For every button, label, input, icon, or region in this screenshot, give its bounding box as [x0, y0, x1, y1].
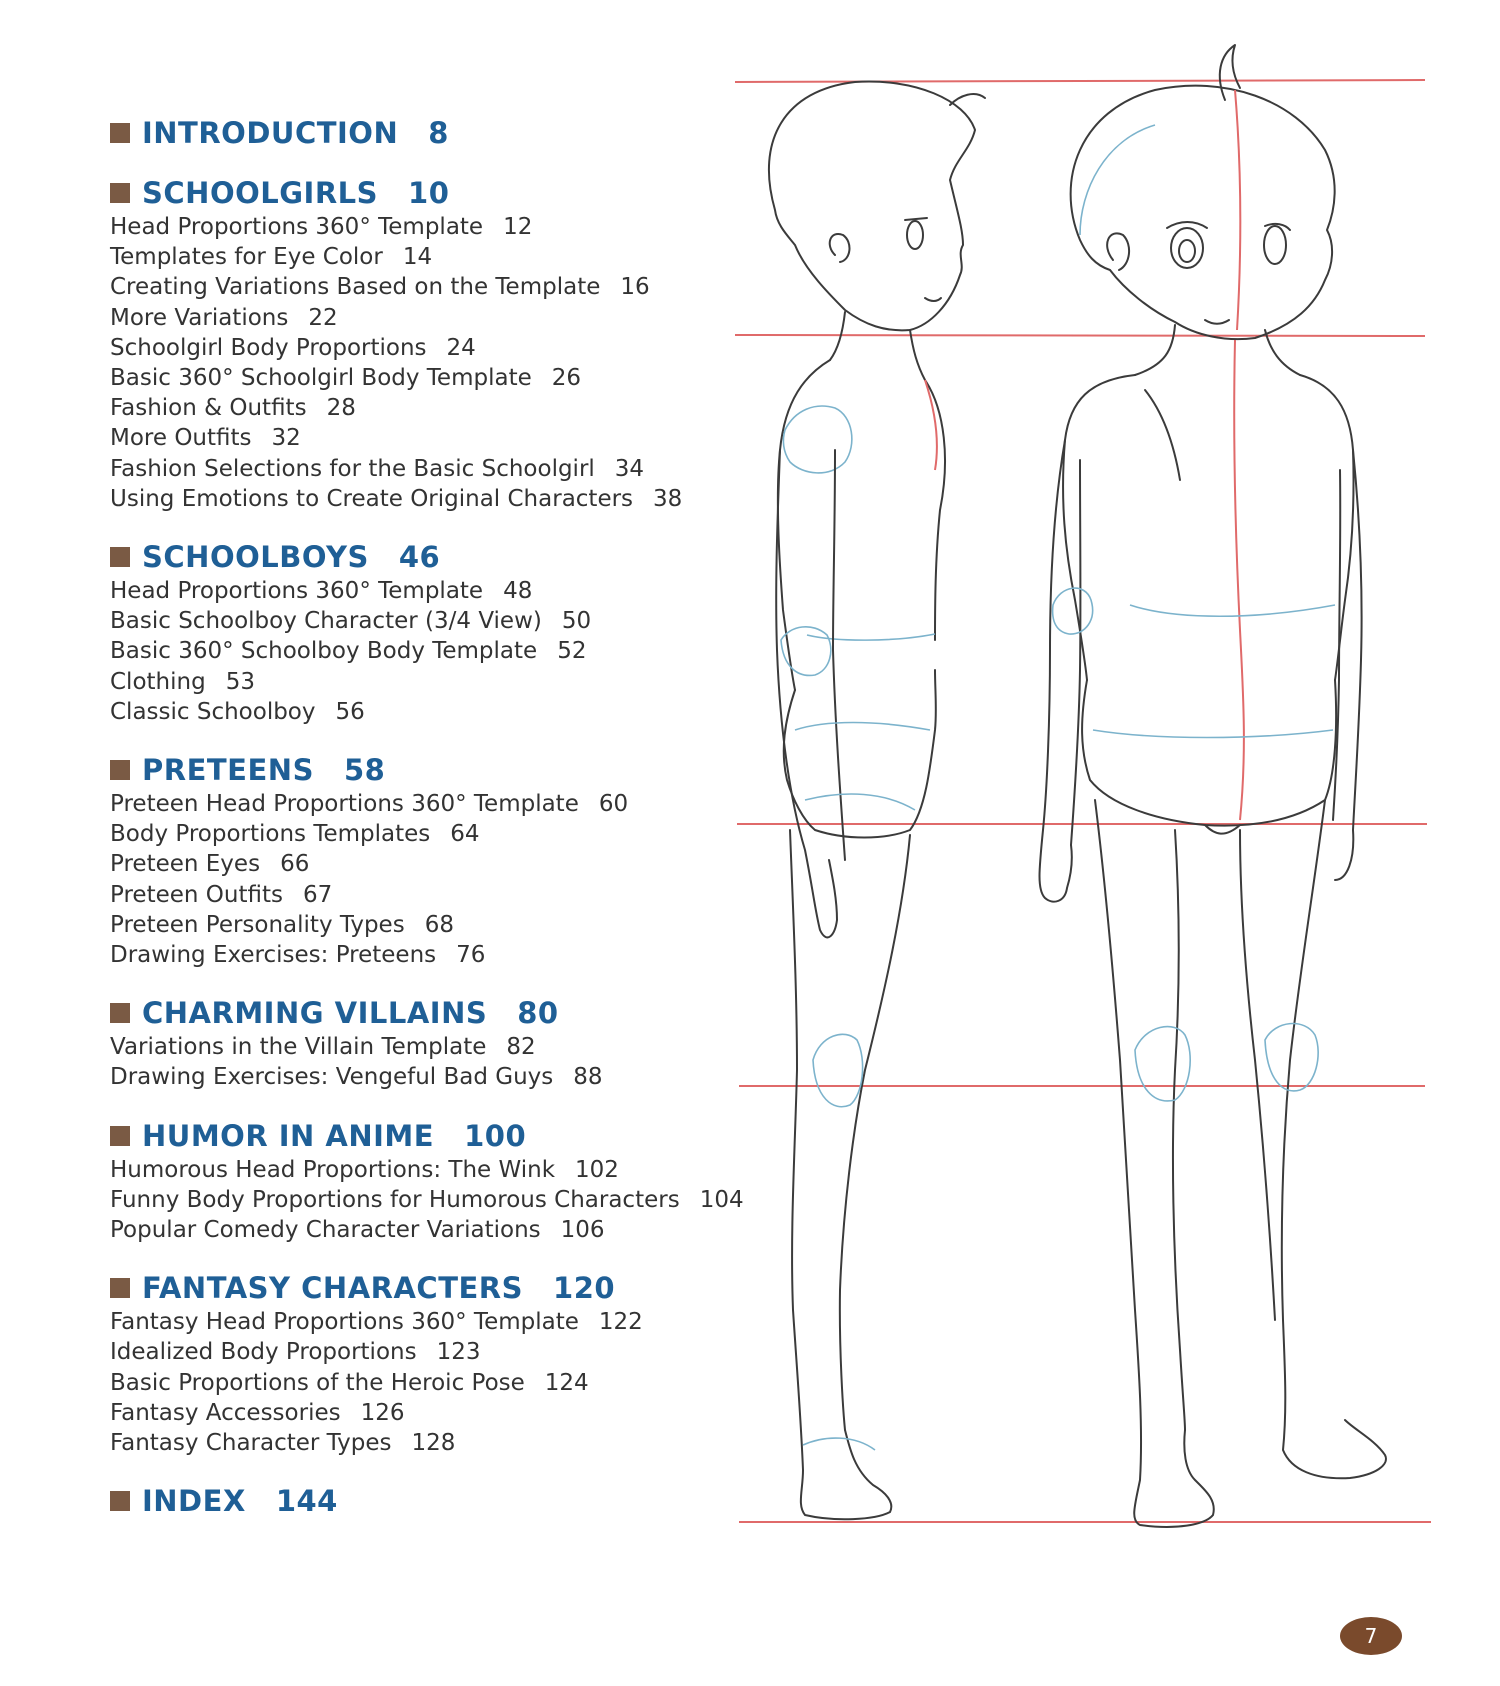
proportion-figure-illustration: [735, 30, 1455, 1590]
page-number-badge: [1340, 1617, 1402, 1655]
toc-entry[interactable]: [110, 1032, 750, 1062]
toc-section: [110, 176, 750, 514]
entry-label: Preteen Outfits: [110, 881, 283, 908]
section-title: INDEX: [142, 1484, 246, 1519]
entry-page-number: 16: [620, 274, 650, 301]
entry-page-number: 12: [503, 214, 533, 240]
entry-label: Fantasy Head Proportions 360° Template: [110, 1309, 579, 1336]
section-heading[interactable]: [110, 1484, 750, 1518]
section-heading[interactable]: [110, 1119, 750, 1153]
entry-page-number: 28: [326, 395, 356, 422]
page-number: 7: [1364, 1624, 1378, 1648]
section-page-number: 46: [398, 540, 441, 575]
entry-page-number: 22: [308, 304, 338, 331]
entry-page-number: 48: [503, 578, 533, 605]
toc-entry[interactable]: [110, 1368, 750, 1398]
entry-label: More Outfits: [110, 425, 252, 452]
toc-entry[interactable]: [110, 1428, 750, 1458]
section-page-number: 144: [275, 1484, 338, 1519]
section-page-number: 100: [464, 1118, 527, 1153]
section-page-number: 10: [408, 176, 450, 210]
entry-page-number: 122: [598, 1309, 643, 1336]
section-title: FANTASY CHARACTERS: [142, 1271, 524, 1306]
toc-entry[interactable]: [110, 1307, 750, 1337]
section-page-number: 8: [428, 116, 449, 150]
entry-label: Fashion & Outfits: [110, 395, 307, 422]
toc-entry[interactable]: [110, 1337, 750, 1367]
toc-entry[interactable]: [110, 940, 750, 970]
entry-page-number: 67: [302, 881, 333, 908]
toc-entry[interactable]: [110, 423, 750, 453]
entry-page-number: 34: [614, 455, 645, 482]
square-bullet-icon: [110, 183, 130, 203]
toc-entry[interactable]: [110, 333, 750, 363]
section-page-number: 80: [517, 996, 559, 1031]
toc-entry[interactable]: [110, 697, 750, 727]
side-view-figure: [769, 82, 985, 1520]
entry-page-number: 14: [402, 244, 433, 271]
section-heading[interactable]: [110, 1271, 750, 1305]
entry-label: More Variations: [110, 304, 289, 331]
entry-page-number: 38: [653, 485, 683, 512]
entry-label: Humorous Head Proportions: The Wink: [110, 1156, 556, 1183]
section-heading[interactable]: [110, 176, 750, 210]
toc-entry[interactable]: [110, 819, 750, 849]
entry-page-number: 104: [699, 1186, 744, 1213]
entry-label: Drawing Exercises: Preteens: [110, 942, 437, 969]
entry-page-number: 24: [446, 334, 476, 361]
toc-entry[interactable]: [110, 242, 750, 272]
entry-page-number: 56: [335, 698, 365, 725]
toc-entry[interactable]: [110, 636, 750, 666]
square-bullet-icon: [110, 1126, 130, 1146]
toc-entry[interactable]: [110, 880, 750, 910]
entry-page-number: 106: [560, 1217, 605, 1244]
entry-page-number: 68: [424, 911, 454, 938]
toc-entry[interactable]: [110, 454, 750, 484]
toc-entry[interactable]: [110, 1398, 750, 1428]
toc-entry[interactable]: [110, 303, 750, 333]
square-bullet-icon: [110, 1278, 130, 1298]
toc-entry[interactable]: [110, 1062, 750, 1092]
section-title: HUMOR IN ANIME: [142, 1118, 435, 1153]
toc-section: [110, 1119, 750, 1246]
entry-label: Clothing: [110, 668, 206, 695]
entry-page-number: 50: [561, 608, 592, 635]
toc-section: [110, 1271, 750, 1458]
section-title: INTRODUCTION: [142, 116, 399, 150]
section-heading[interactable]: [110, 116, 750, 150]
toc-section: [110, 996, 750, 1092]
section-heading[interactable]: [110, 540, 750, 574]
toc-entry[interactable]: [110, 484, 750, 514]
entry-page-number: 128: [411, 1430, 456, 1457]
entry-label: Preteen Eyes: [110, 851, 261, 878]
entry-label: Basic Schoolboy Character (3/4 View): [110, 608, 542, 635]
entry-label: Drawing Exercises: Vengeful Bad Guys: [110, 1064, 554, 1091]
entry-page-number: 52: [557, 638, 587, 665]
entry-page-number: 102: [575, 1156, 619, 1183]
toc-entry[interactable]: [110, 576, 750, 606]
entry-label: Classic Schoolboy: [110, 698, 316, 725]
toc-entry[interactable]: [110, 789, 750, 819]
section-title: CHARMING VILLAINS: [142, 996, 488, 1031]
toc-entry[interactable]: [110, 849, 750, 879]
entry-label: Fantasy Character Types: [110, 1430, 392, 1457]
section-heading[interactable]: [110, 753, 750, 787]
entry-label: Templates for Eye Color: [110, 244, 383, 271]
entry-page-number: 66: [280, 851, 310, 878]
toc-entry[interactable]: [110, 1185, 750, 1215]
square-bullet-icon: [110, 760, 130, 780]
section-page-number: 58: [343, 753, 386, 788]
entry-page-number: 124: [544, 1369, 589, 1396]
section-heading[interactable]: [110, 996, 750, 1030]
entry-label: Funny Body Proportions for Humorous Characters: [110, 1186, 680, 1213]
section-title: SCHOOLGIRLS: [142, 176, 379, 210]
toc-entry[interactable]: [110, 1215, 750, 1245]
entry-label: Fashion Selections for the Basic Schoolgirl: [110, 455, 595, 482]
square-bullet-icon: [110, 123, 130, 143]
toc-entry[interactable]: [110, 606, 750, 636]
section-title: SCHOOLBOYS: [142, 540, 369, 575]
section-page-number: 120: [553, 1271, 616, 1306]
entry-label: Using Emotions to Create Original Characters: [110, 485, 634, 512]
entry-page-number: 32: [271, 425, 301, 452]
toc-entry[interactable]: [110, 393, 750, 423]
entry-label: Head Proportions 360° Template: [110, 214, 484, 240]
toc-section: [110, 753, 750, 970]
toc-section: [110, 1484, 750, 1518]
entry-label: Schoolgirl Body Proportions: [110, 334, 427, 361]
toc-entry[interactable]: [110, 667, 750, 697]
entry-page-number: 60: [598, 791, 629, 818]
entry-label: Basic 360° Schoolgirl Body Template: [110, 365, 532, 392]
entry-label: Variations in the Villain Template: [110, 1034, 487, 1061]
entry-label: Basic 360° Schoolboy Body Template: [110, 638, 538, 665]
table-of-contents: [110, 116, 750, 1544]
toc-entry[interactable]: [110, 212, 750, 242]
entry-page-number: 88: [573, 1064, 603, 1091]
toc-section: [110, 540, 750, 727]
entry-label: Preteen Personality Types: [110, 911, 405, 938]
three-quarter-view-figure: [1040, 45, 1386, 1527]
entry-page-number: 82: [506, 1034, 536, 1061]
entry-label: Basic Proportions of the Heroic Pose: [110, 1369, 525, 1396]
entry-label: Preteen Head Proportions 360° Template: [110, 791, 579, 818]
square-bullet-icon: [110, 1003, 130, 1023]
entry-page-number: 123: [436, 1339, 481, 1366]
entry-label: Popular Comedy Character Variations: [110, 1217, 541, 1244]
entry-page-number: 64: [450, 821, 480, 848]
section-title: PRETEENS: [142, 753, 314, 788]
entry-label: Head Proportions 360° Template: [110, 578, 484, 605]
square-bullet-icon: [110, 547, 130, 567]
entry-label: Body Proportions Templates: [110, 821, 431, 848]
toc-entry[interactable]: [110, 363, 750, 393]
square-bullet-icon: [110, 1491, 130, 1511]
entry-label: Fantasy Accessories: [110, 1399, 341, 1426]
toc-section: [110, 116, 750, 150]
entry-label: Idealized Body Proportions: [110, 1339, 417, 1366]
toc-entry[interactable]: [110, 272, 750, 302]
entry-page-number: 76: [456, 942, 486, 969]
entry-page-number: 26: [551, 365, 582, 392]
entry-page-number: 53: [225, 668, 255, 695]
entry-page-number: 126: [360, 1399, 405, 1426]
entry-label: Creating Variations Based on the Template: [110, 274, 601, 301]
toc-entry[interactable]: [110, 910, 750, 940]
toc-entry[interactable]: [110, 1155, 750, 1185]
